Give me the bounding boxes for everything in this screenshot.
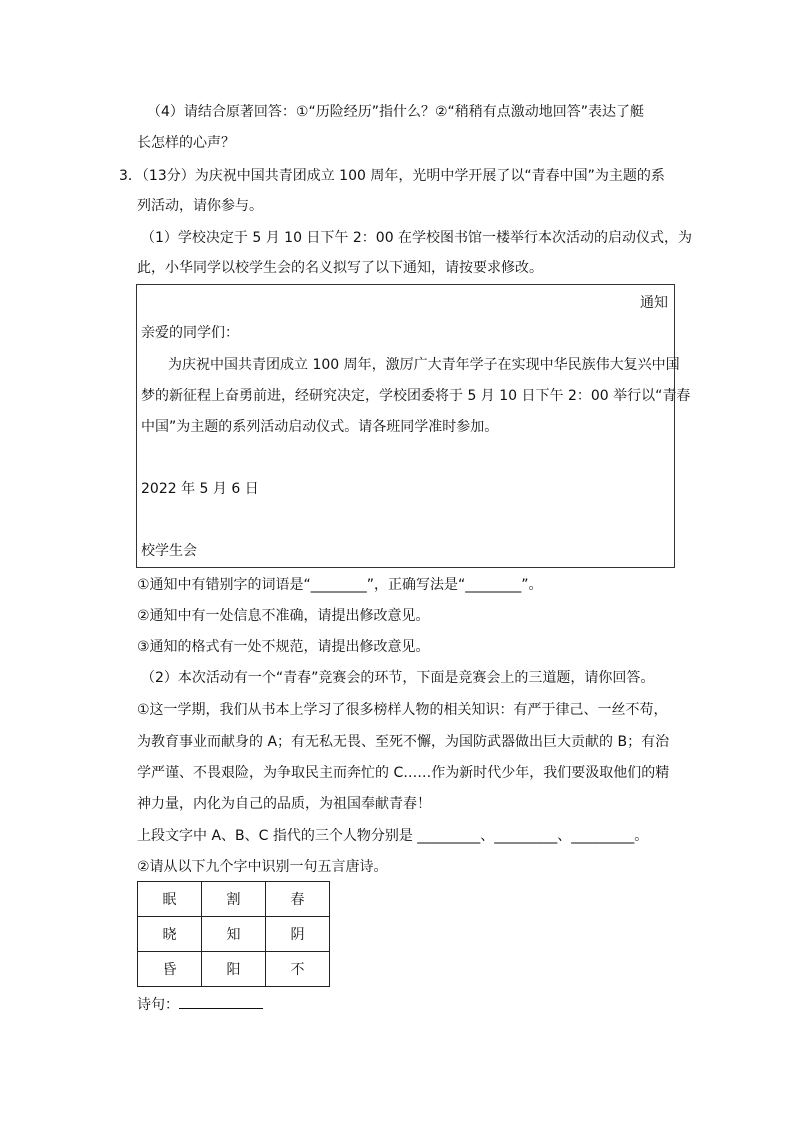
grid-row — [138, 952, 330, 987]
grid-cell: 阳 — [202, 952, 266, 987]
q3-2-para-line2: 为教育事业而献身的 A；有无私无畏、至死不懈，为国防武器做出巨大贡献的 B；有治 — [137, 734, 670, 750]
q3-part1-line1: （1）学校决定于 5 月 10 日下午 2：00 在学校图书馆一楼举行本次活动的启动仪式，为 — [141, 230, 693, 246]
answer-blanks-line: 上段文字中 A、B、C 指代的三个人物分别是 _________、_________、_________。 — [137, 828, 649, 844]
grid-row — [138, 917, 330, 952]
notice-body-line1: 为庆祝中国共青团成立 100 周年，激厉广大青年学子在实现中华民族伟大复兴中国 — [168, 357, 680, 373]
q3-header-line1: 3．（13分）为庆祝中国共青团成立 100 周年，光明中学开展了以“青春中国”为主题的系 — [119, 168, 665, 184]
notice-signature: 校学生会 — [141, 543, 197, 559]
notice-title: 通知 — [640, 295, 668, 311]
notice-greeting: 亲爱的同学们： — [141, 325, 239, 341]
grid-cell: 晓 — [138, 917, 202, 952]
notice-body-line2: 梦的新征程上奋勇前进，经研究决定，学校团委将于 5 月 10 日下午 2：00 举行以“青春 — [141, 388, 691, 404]
grid-cell: 不 — [266, 952, 330, 987]
q3-part1-line2: 此，小华同学以校学生会的名义拟写了以下通知，请按要求修改。 — [137, 260, 543, 276]
notice-body-line3: 中国”为主题的系列活动启动仪式。请各班同学准时参加。 — [141, 419, 499, 435]
grid-cell: 阴 — [266, 917, 330, 952]
q3-2-intro: （2）本次活动有一个“青春”竞赛会的环节，下面是竞赛会上的三道题，请你回答。 — [141, 670, 655, 686]
sub-question-2: ②通知中有一处信息不准确，请提出修改意见。 — [137, 608, 430, 624]
sub-question-3: ③通知的格式有一处不规范，请提出修改意见。 — [137, 639, 430, 655]
q3-2-para-line4: 神力量，内化为自己的品质，为祖国奉献青春！ — [137, 796, 431, 812]
notice-date: 2022 年 5 月 6 日 — [141, 481, 259, 497]
grid-cell: 割 — [202, 882, 266, 917]
grid-cell: 知 — [202, 917, 266, 952]
poem-label: 诗句： — [137, 997, 179, 1013]
q2-4-line2: 长怎样的心声？ — [137, 135, 235, 151]
grid-row — [138, 882, 330, 917]
grid-cell: 眠 — [138, 882, 202, 917]
poem-answer-line — [137, 994, 263, 1015]
character-grid — [137, 881, 330, 987]
task-2-prompt: ②请从以下九个字中识别一句五言唐诗。 — [137, 859, 388, 875]
sub-question-1: ①通知中有错别字的词语是“________”，正确写法是“________”。 — [137, 577, 543, 593]
grid-cell: 春 — [266, 882, 330, 917]
q3-header-line2: 列活动，请你参与。 — [137, 198, 263, 214]
q3-2-para-line1: ①这一学期，我们从书本上学习了很多榜样人物的相关知识：有严于律己、一丝不苟， — [137, 702, 668, 718]
q3-2-para-line3: 学严谨、不畏艰险，为争取民主而奔忙的 C……作为新时代少年，我们要汲取他们的精 — [137, 765, 670, 781]
grid-cell: 昏 — [138, 952, 202, 987]
notice-box — [136, 284, 691, 568]
poem-answer-blank[interactable] — [179, 994, 263, 1009]
q2-4-line1: （4）请结合原著回答：①“历险经历”指什么？②“稍稍有点激动地回答”表达了艇 — [147, 104, 645, 120]
